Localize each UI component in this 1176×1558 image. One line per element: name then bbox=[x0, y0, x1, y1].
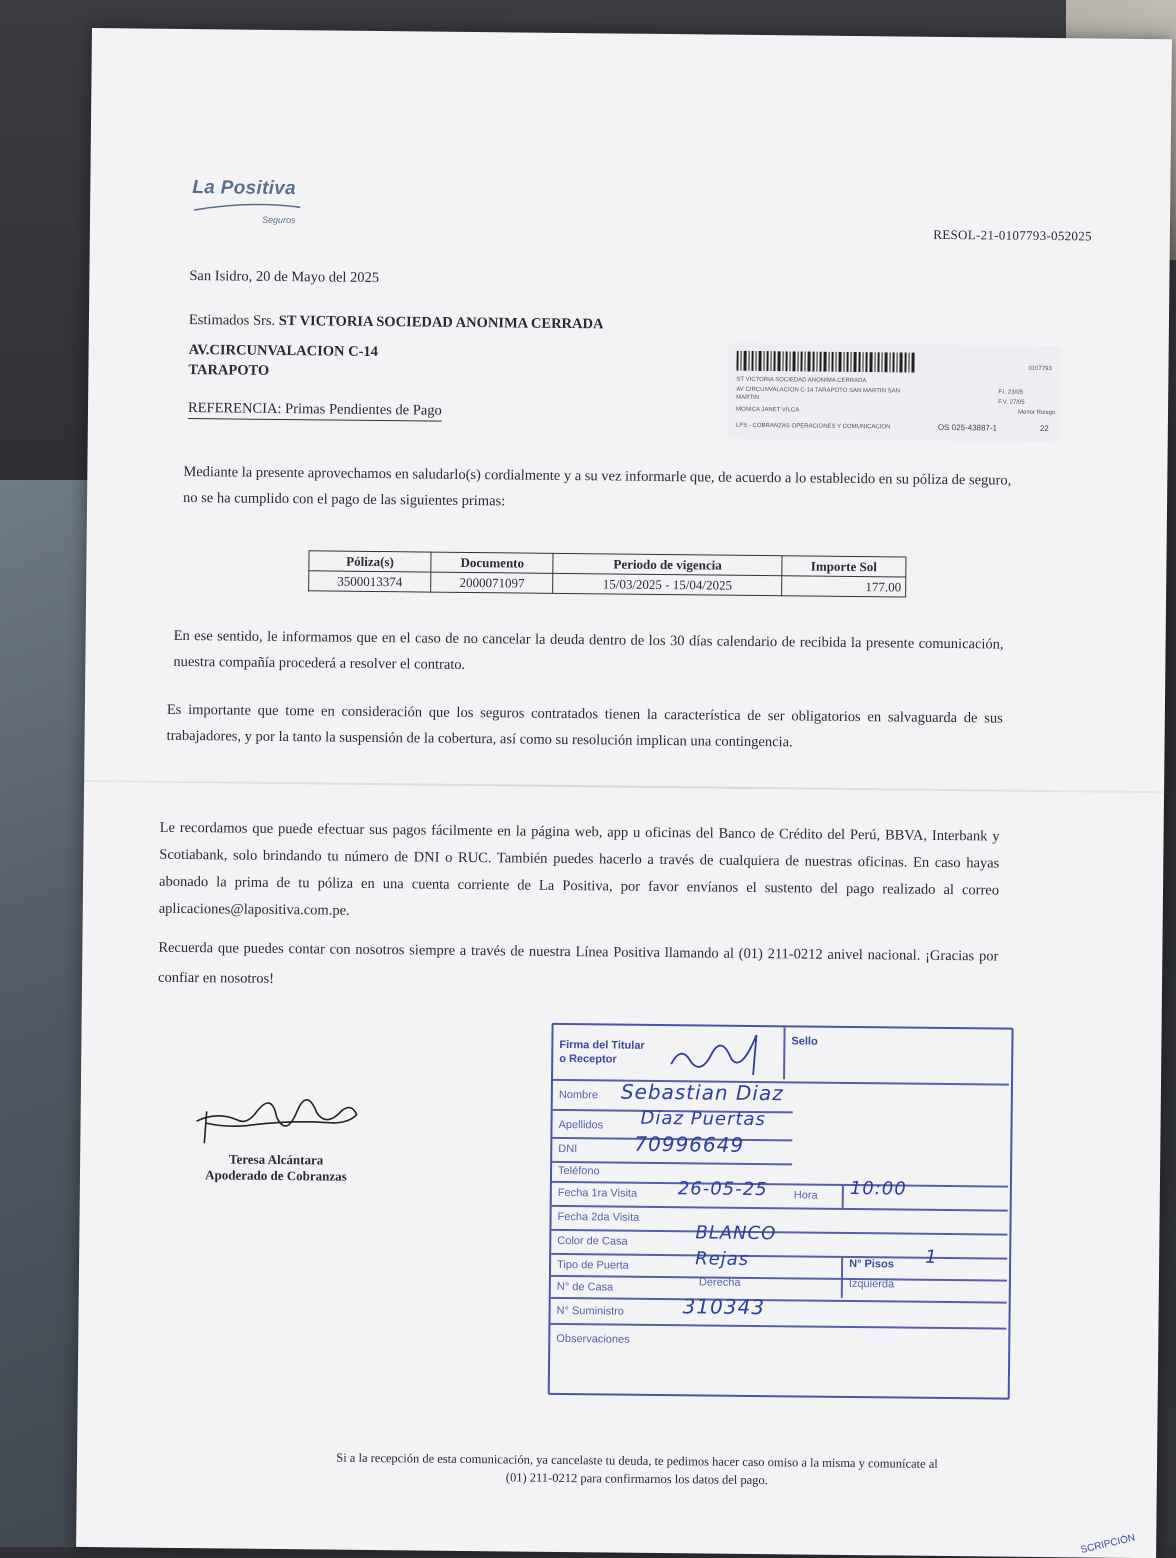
logo-sub: Seguros bbox=[261, 214, 296, 226]
mailing-fv: F.V. 27/05 bbox=[998, 399, 1025, 406]
stamp-color-label: Color de Casa bbox=[557, 1234, 628, 1248]
paper-fold-line bbox=[84, 780, 1164, 793]
signature-block bbox=[176, 1081, 377, 1185]
reference-text: REFERENCIA: Primas Pendientes de Pago bbox=[188, 400, 442, 422]
signer-title: Apoderado de Cobranzas bbox=[205, 1167, 347, 1184]
stamp-pisos-value: 1 bbox=[925, 1246, 938, 1268]
intro-paragraph: Mediante la presente aprovechamos en saludarlo(s) cordialmente y a su vez informarle que, de acuerdo a lo establecido en su póliza de seguro, no se ha cumplido con el pago de las siguientes primas: bbox=[182, 463, 1012, 510]
mailing-fi: F.I. 23/05 bbox=[998, 389, 1023, 396]
column-header-poliza: Póliza(s) bbox=[309, 551, 431, 572]
stamp-tipo-label: Tipo de Puerta bbox=[557, 1258, 629, 1272]
handwritten-signature-icon bbox=[176, 1081, 377, 1153]
stamp-apellidos-value: Diaz Puertas bbox=[640, 1107, 766, 1131]
footer-note bbox=[257, 1448, 1017, 1492]
stamp-nombre-label: Nombre bbox=[558, 1088, 599, 1102]
paragraph-deadline: En ese sentido, le informamos que en el caso de no cancelar la deuda dentro de los 30 días calendario de recibida la presente comunicación, nuestra compañía procederá a resolver el contrato. bbox=[173, 627, 1004, 673]
stamp-nsum-label: N° Suministro bbox=[556, 1304, 625, 1318]
stamp-color-value: BLANCO bbox=[695, 1222, 777, 1245]
mailing-label bbox=[728, 343, 1061, 442]
corner-stamp-text: SCRIPCIÓN bbox=[1080, 1532, 1137, 1557]
mailing-top-code: 0107793 bbox=[1028, 365, 1052, 373]
stamp-fecha1-value: 26-05-25 bbox=[677, 1178, 768, 1201]
stamp-dni-value: 70996649 bbox=[634, 1131, 745, 1157]
barcode-icon bbox=[736, 351, 916, 373]
footer-line-1: Si a la recepción de esta comunicación, ya cancelaste tu deuda, te pedimos hacer caso omiso a la misma y comunícate al bbox=[336, 1450, 938, 1471]
stamp-nsum-value: 310343 bbox=[682, 1294, 766, 1320]
stamp-izquierda-label: Izquierda bbox=[848, 1277, 895, 1291]
stamp-ncasa-label: N° de Casa bbox=[556, 1280, 614, 1294]
footer-line-2: (01) 211-0212 para confirmarnos los datos del pago. bbox=[505, 1470, 768, 1488]
signer-name: Teresa Alcántara bbox=[228, 1151, 324, 1168]
column-header-importe: Importe Sol bbox=[782, 556, 906, 577]
mailing-line-3: MARTIN bbox=[736, 394, 760, 402]
addressee-prefix: Estimados Srs. bbox=[188, 312, 276, 329]
stamp-firma-label: Firma del Titular bbox=[559, 1038, 645, 1052]
addressee-company: ST VICTORIA SOCIEDAD ANONIMA CERRADA bbox=[278, 312, 604, 333]
mailing-code: OS 025-43887-1 bbox=[937, 422, 998, 433]
stamp-telefono-label: Teléfono bbox=[557, 1164, 600, 1178]
mailing-line-2: AV CIRCUNVALACION C-14 TARAPOTO SAN MARTIN SAN bbox=[736, 386, 900, 395]
primas-table bbox=[308, 550, 906, 597]
mailing-note: Menor Riesgo bbox=[1017, 409, 1056, 417]
reference-line bbox=[188, 395, 442, 424]
stamp-hora-label: Hora bbox=[793, 1189, 818, 1202]
stamp-sello-label: Sello bbox=[791, 1035, 818, 1048]
resolution-code: RESOL-21-0107793-052025 bbox=[933, 226, 1092, 244]
letter-page bbox=[76, 28, 1172, 1558]
address-line-1: AV.CIRCUNVALACION C-14 bbox=[188, 342, 379, 361]
stamp-derecha-label: Derecha bbox=[698, 1276, 741, 1289]
paragraph-contact: Recuerda que puedes contar con nosotros siempre a través de nuestra Línea Positiva llamando al (01) 211-0212 anivel nacional. ¡Gracias por confiar en nosotros! bbox=[157, 939, 999, 987]
receiver-signature-icon bbox=[661, 1024, 782, 1077]
delivery-stamp bbox=[548, 1023, 1014, 1400]
logo-swoosh-icon bbox=[192, 202, 302, 213]
stamp-hora-value: 10:00 bbox=[849, 1178, 907, 1200]
stamp-fecha2-label: Fecha 2da Visita bbox=[557, 1210, 640, 1224]
cell-documento: 2000071097 bbox=[431, 572, 553, 593]
date-line: San Isidro, 20 de Mayo del 2025 bbox=[189, 268, 380, 287]
stamp-pisos-label: N° Pisos bbox=[849, 1257, 894, 1271]
cell-poliza: 3500013374 bbox=[309, 571, 431, 592]
mailing-line-1: ST VICTORIA SOCIEDAD ANONIMA CERRADA bbox=[736, 376, 867, 385]
mailing-line-5: LPS - COBRANZAS OPERACIONES Y COMUNICACION bbox=[735, 422, 891, 431]
cell-periodo: 15/03/2025 - 15/04/2025 bbox=[553, 573, 782, 595]
address-line-2: TARAPOTO bbox=[188, 362, 270, 379]
column-header-periodo: Periodo de vigencia bbox=[553, 553, 782, 575]
addressee-line bbox=[189, 307, 604, 337]
stamp-apellidos-label: Apellidos bbox=[558, 1118, 604, 1132]
company-logo bbox=[192, 177, 302, 225]
stamp-tipo-value: Rejas bbox=[695, 1248, 750, 1270]
stamp-dni-label: DNI bbox=[558, 1142, 578, 1156]
mailing-line-4: MONICA JANET VILCA bbox=[736, 406, 800, 414]
cell-importe: 177.00 bbox=[781, 576, 905, 597]
stamp-obs-label: Observaciones bbox=[556, 1332, 630, 1346]
logo-name: La Positiva bbox=[192, 177, 297, 200]
column-header-documento: Documento bbox=[431, 552, 553, 573]
mailing-number: 22 bbox=[1039, 423, 1049, 434]
paragraph-payment-info: Le recordamos que puede efectuar sus pagos fácilmente en la página web, app u oficinas del Banco de Crédito del Perú, BBVA, Interbank y Scotiabank, solo brindando tu número de DNI o RUC. También puedes hacerlo a través de cualquiera de nuestras oficinas. En caso hayas abonado la prima de tu póliza en una cuenta corriente de La Positiva, por favor envíanos el sustento del pago realizado al correo aplicaciones@lapositiva.com.pe. bbox=[158, 819, 1000, 919]
stamp-fecha1-label: Fecha 1ra Visita bbox=[557, 1186, 638, 1200]
stamp-nombre-value: Sebastian Diaz bbox=[620, 1079, 784, 1106]
paragraph-importance: Es importante que tome en consideración que los seguros contratados tienen la característica de ser obligatorios en salvaguarda de sus trabajadores, y por la tanto la suspensión de la cobertura, así como su resolución implican una contingencia. bbox=[166, 701, 1003, 751]
stamp-receptor-label: o Receptor bbox=[559, 1052, 617, 1066]
